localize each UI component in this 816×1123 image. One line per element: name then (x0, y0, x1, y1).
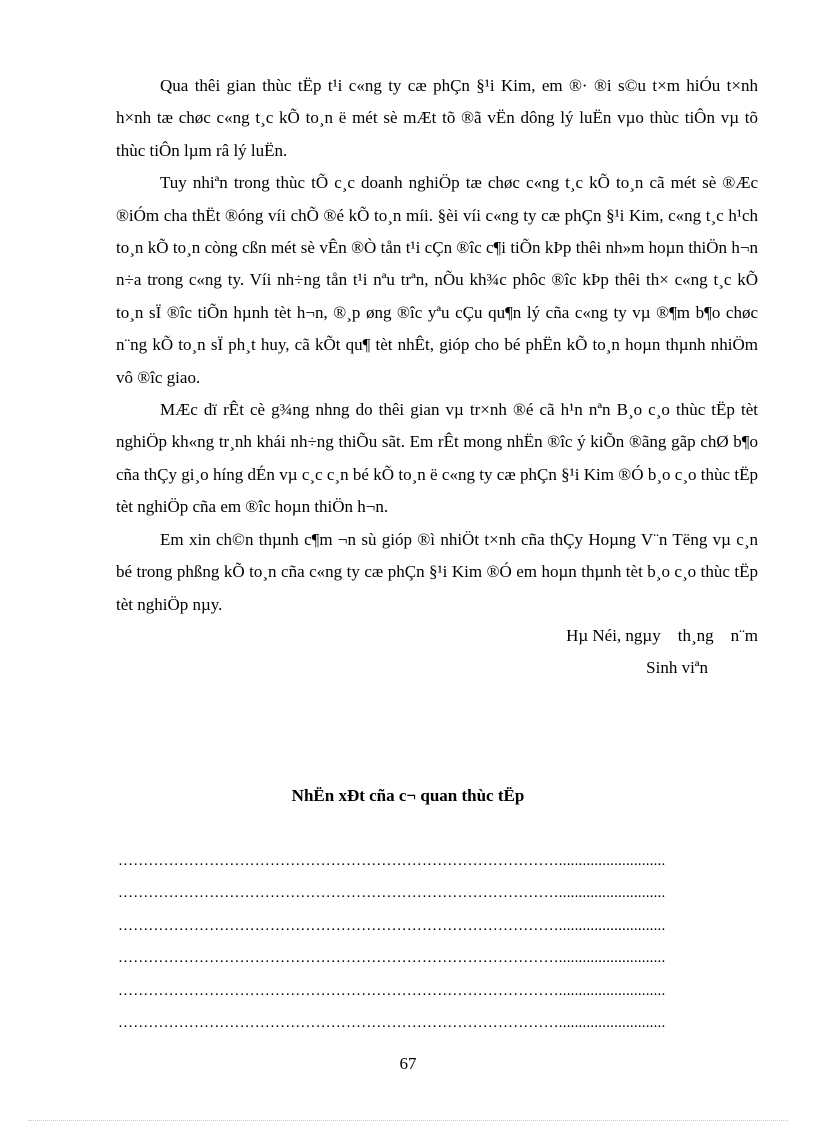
dotted-line-3: ……………………………………………………………………………........................... (118, 917, 666, 934)
comment-lines (118, 850, 720, 1044)
dotted-line-1: ……………………………………………………………………………........................... (118, 853, 666, 869)
place-date: Hµ Néi, ngµy th¸ng n¨m (566, 626, 758, 645)
section-title: NhËn xÐt cña c¬ quan thùc tËp (291, 786, 525, 805)
page-number: 67 (399, 1054, 417, 1073)
paragraph-4: Em xin ch©n thµnh c¶m ¬n sù gióp ®ì nhiÖt t×nh cña thÇy Hoµng V¨n Tëng vµ c¸n bé trong phßng kÕ to¸n cña c«ng ty cæ phÇn §¹i Kim ®Ó em hoµn thµnh tèt b¸o c¸o thùc tËp tèt nghiÖp nµy. (116, 529, 758, 614)
paragraph-3: MÆc dï rÊt cè g¾ng nhng do thêi gian vµ tr×nh ®é cã h¹n nªn B¸o c¸o thùc tËp tèt nghiÖp kh«ng tr¸nh khái nh÷ng thiÕu sãt. Em rÊt mong nhËn ®îc ý kiÕn ®ãng gãp chØ b¶o cña thÇy gi¸o híng dÉn vµ c¸c c¸n bé kÕ to¸n ë c«ng ty cæ phÇn §¹i Kim ®Ó b¸o c¸o thùc tËp tèt nghiÖp cña em ®îc hoµn thiÖn h¬n. (116, 400, 758, 517)
dotted-line-6: ……………………………………………………………………………........................... (118, 1014, 666, 1031)
paragraph-1: Qua thêi gian thùc tËp t¹i c«ng ty cæ phÇn §¹i Kim, em ®· ®i s©u t×m hiÓu t×nh h×nh tæ chøc c«ng t¸c kÕ to¸n ë mét sè mÆt tõ ®ã vËn dông lý luËn vµo thùc tiÔn vµ tõ thùc tiÔn lµm râ lý luËn. (116, 76, 758, 160)
student-label: Sinh viªn (646, 658, 708, 677)
signature-block (566, 620, 758, 684)
dotted-line-4: ……………………………………………………………………………........................... (118, 950, 666, 967)
dotted-line-2: ……………………………………………………………………………........................... (118, 885, 666, 902)
paragraph-2: Tuy nhiªn trong thùc tÕ c¸c doanh nghiÖp tæ chøc c«ng t¸c kÕ to¸n cã mét sè ®Æc ®iÓm cha thËt ®óng víi chÕ ®é kÕ to¸n míi. §èi víi c«ng ty cæ phÇn §¹i Kim, c«ng t¸c h¹ch to¸n kÕ to¸n còng cßn mét sè vÊn ®Ò tån t¹i cÇn ®îc c¶i tiÕn kÞp thêi nh»m hoµn thiÖn h¬n n÷a trong c«ng ty. Víi nh÷ng tån t¹i nªu trªn, nÕu kh¾c phôc ®îc kÞp thêi th× c«ng t¸c kÕ to¸n sÏ ®îc tiÕn hµnh tèt h¬n, ®¸p øng ®îc yªu cÇu qu¶n lý cña c«ng ty vµ ®¶m b¶o chøc n¨ng kÕ to¸n sÏ ph¸t huy, cã kÕt qu¶ tèt nhÊt, gióp cho bé phËn kÕ to¸n hoµn thµnh nhiÖm vô ®îc giao. (116, 173, 758, 387)
page-bottom-divider (28, 1120, 788, 1121)
body-text (116, 70, 758, 621)
dotted-line-5: ……………………………………………………………………………........................... (118, 982, 666, 999)
